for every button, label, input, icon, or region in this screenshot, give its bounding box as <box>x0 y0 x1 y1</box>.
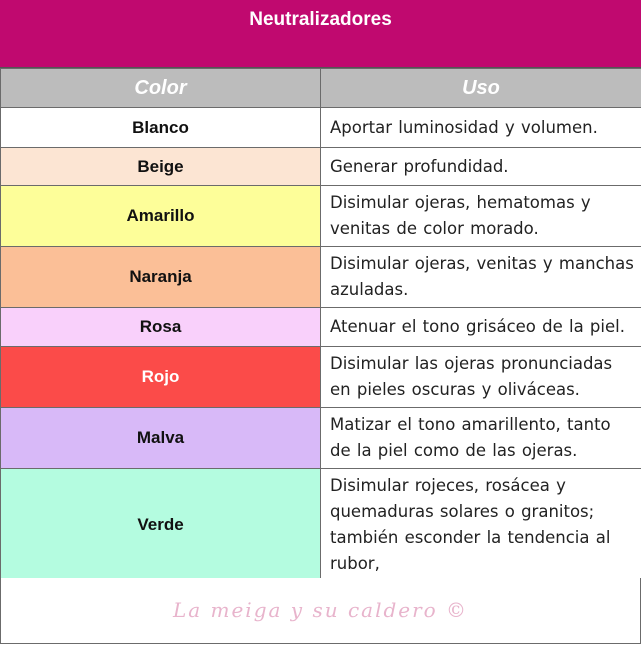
table-row <box>1 408 641 469</box>
header-row <box>1 69 641 108</box>
column-header-use: Uso <box>321 69 641 108</box>
color-cell: Rojo <box>1 347 321 408</box>
use-cell: Disimular las ojeras pronunciadas en pieles oscuras y oliváceas. <box>321 347 641 408</box>
table-row <box>1 148 641 186</box>
watermark: La meiga y su caldero © <box>172 598 469 622</box>
neutralizers-table <box>0 68 641 582</box>
color-cell: Naranja <box>1 247 321 308</box>
table-row <box>1 247 641 308</box>
use-cell: Aportar luminosidad y volumen. <box>321 108 641 148</box>
use-cell: Disimular ojeras, venitas y manchas azuladas. <box>321 247 641 308</box>
table-row <box>1 108 641 148</box>
use-cell: Matizar el tono amarillento, tanto de la piel como de las ojeras. <box>321 408 641 469</box>
table-row <box>1 308 641 347</box>
color-cell: Verde <box>1 469 321 582</box>
table-title: Neutralizadores <box>0 0 641 68</box>
color-cell: Malva <box>1 408 321 469</box>
use-cell: Disimular rojeces, rosácea y quemaduras solares o granitos; también esconder la tendencia al rubor, <box>321 469 641 582</box>
color-cell: Rosa <box>1 308 321 347</box>
color-cell: Amarillo <box>1 186 321 247</box>
color-cell: Blanco <box>1 108 321 148</box>
table-row <box>1 347 641 408</box>
color-cell: Beige <box>1 148 321 186</box>
table-row <box>1 469 641 582</box>
use-cell: Atenuar el tono grisáceo de la piel. <box>321 308 641 347</box>
table-row <box>1 186 641 247</box>
column-header-color: Color <box>1 69 321 108</box>
use-cell: Disimular ojeras, hematomas y venitas de color morado. <box>321 186 641 247</box>
use-cell: Generar profundidad. <box>321 148 641 186</box>
